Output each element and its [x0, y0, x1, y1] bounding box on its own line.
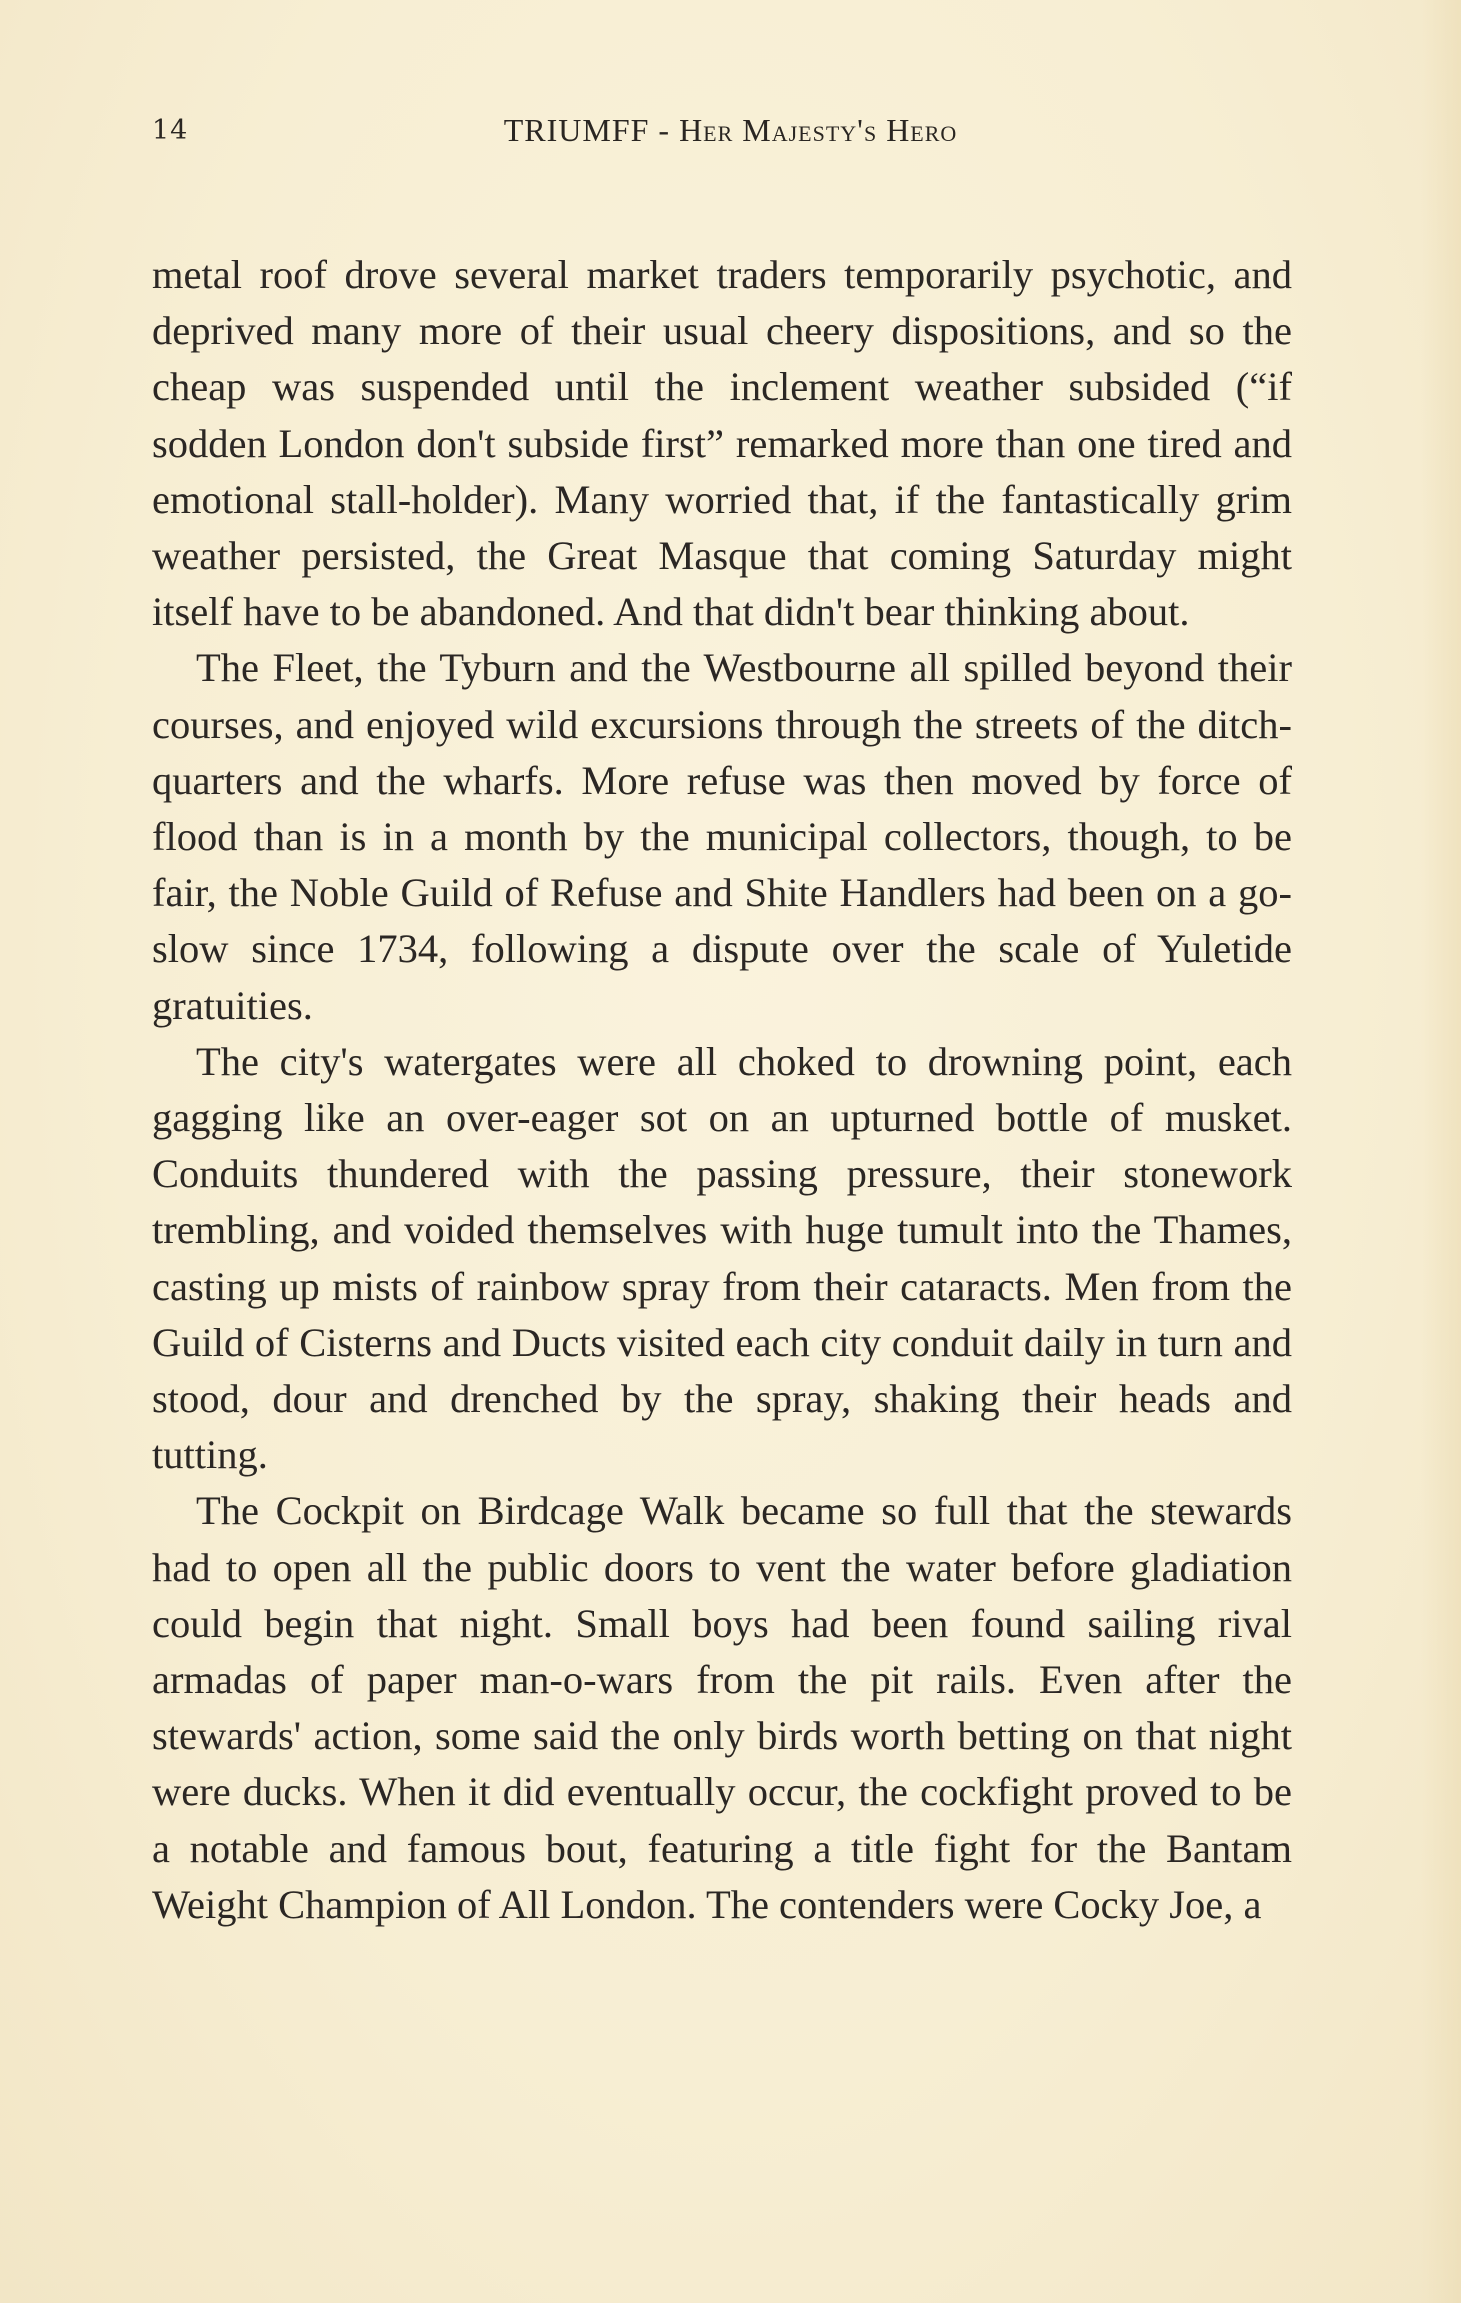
paragraph: The city's watergates were all choked to drowning point, each gagging like an over-eager sot on an upturned bottle of musket. Conduits thundered with the passing pressure, their stonework trembling, and voided themselves with huge tumult into the Thames, casting up mists of rainbow spray from their cataracts. Men from the Guild of Cisterns and Ducts visited each city conduit daily in turn and stood, dour and drenched by the spray, shaking their heads and tutting. [152, 1038, 1292, 1478]
body-text [152, 247, 1292, 1933]
page-edge-shadow [1421, 0, 1461, 2303]
paragraph: The Cockpit on Birdcage Walk became so full that the stewards had to open all the public doors to vent the water before gladiation could begin that night. Small boys had been found sailing rival armadas of paper man-o-wars from the pit rails. Even after the stewards' action, some said the only birds worth betting on that night were ducks. When it did eventually occur, the cockfight proved to be a notable and famous bout, featuring a title fight for the Bantam Weight Champion of All London. The contenders were Cocky Joe, a [152, 1488, 1292, 1927]
paragraph: metal roof drove several market traders temporarily psychotic, and deprived many more of their usual cheery dispositions, and so the cheap was suspended until the inclement weather subsided (“if sodden London don't subside first” remarked more than one tired and emotional stall-holder). Many worried that, if the fantastically grim weather persisted, the Great Masque that coming Saturday might itself have to be abandoned. And that didn't bear thinking about. [152, 252, 1292, 635]
paragraph: The Fleet, the Tyburn and the Westbourne all spilled beyond their courses, and enjoyed wild excursions through the streets of the ditch-quarters and the wharfs. More refuse was then moved by force of flood than is in a month by the municipal collectors, though, to be fair, the Noble Guild of Refuse and Shite Handlers had been on a go-slow since 1734, following a dispute over the scale of Yuletide gratuities. [152, 645, 1292, 1028]
page-number: 14 [152, 115, 189, 146]
running-head-title: TRIUMFF - Her Majesty's Hero [503, 112, 958, 148]
running-head [0, 112, 1461, 149]
